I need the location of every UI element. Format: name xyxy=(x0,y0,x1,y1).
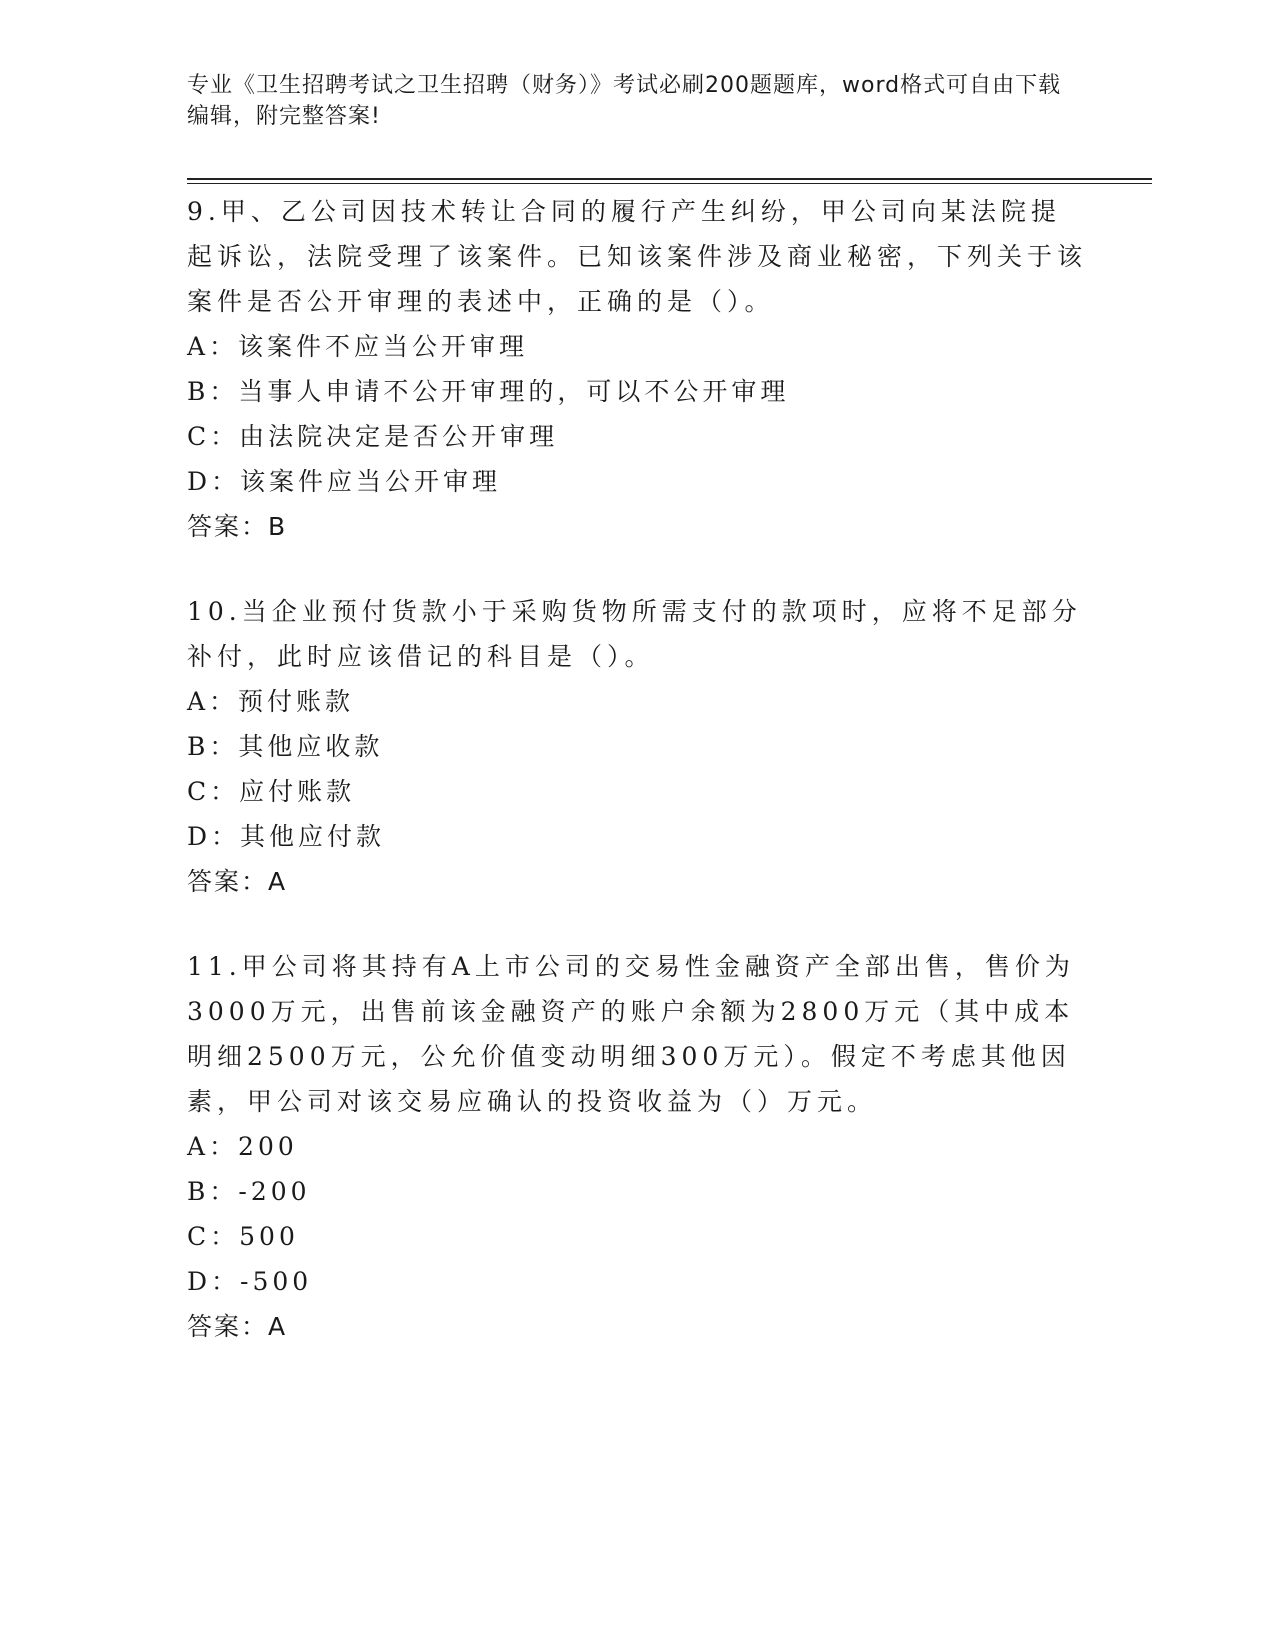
option-b: B：-200 xyxy=(187,1177,311,1206)
option-c: C：由法院决定是否公开审理 xyxy=(187,422,559,451)
option-a: A：200 xyxy=(187,1132,298,1161)
answer-line: 答案：A xyxy=(187,867,288,896)
question-10 xyxy=(187,589,1087,904)
option-b: B：当事人申请不公开审理的，可以不公开审理 xyxy=(187,377,790,406)
header-rule-thick xyxy=(187,178,1152,180)
option-a: A：该案件不应当公开审理 xyxy=(187,332,529,361)
header-rule-thin xyxy=(187,183,1152,184)
option-c: C：应付账款 xyxy=(187,777,356,806)
document-header: 专业《卫生招聘考试之卫生招聘（财务）》考试必刷200题题库，word格式可自由下载编辑，附完整答案! xyxy=(187,73,1062,129)
option-d: D：该案件应当公开审理 xyxy=(187,467,502,496)
option-a: A：预付账款 xyxy=(187,687,355,716)
question-11 xyxy=(187,944,1087,1349)
option-d: D：其他应付款 xyxy=(187,822,386,851)
answer-line: 答案：A xyxy=(187,1312,288,1341)
option-d: D：-500 xyxy=(187,1267,313,1296)
option-c: C：500 xyxy=(187,1222,299,1251)
question-stem: 9.甲、乙公司因技术转让合同的履行产生纠纷，甲公司向某法院提起诉讼，法院受理了该案件。已知该案件涉及商业秘密，下列关于该案件是否公开审理的表述中，正确的是（）。 xyxy=(187,197,1088,316)
question-9 xyxy=(187,189,1087,549)
question-stem: 11.甲公司将其持有A上市公司的交易性金融资产全部出售，售价为3000万元，出售前该金融资产的账户余额为2800万元（其中成本明细2500万元，公允价值变动明细300万元）。假定不考虑其他因素，甲公司对该交易应确认的投资收益为（）万元。 xyxy=(187,952,1075,1116)
option-b: B：其他应收款 xyxy=(187,732,384,761)
question-stem: 10.当企业预付货款小于采购货物所需支付的款项时，应将不足部分补付，此时应该借记的科目是（）。 xyxy=(187,597,1082,671)
question-list xyxy=(187,189,1087,1389)
answer-line: 答案：B xyxy=(187,512,288,541)
